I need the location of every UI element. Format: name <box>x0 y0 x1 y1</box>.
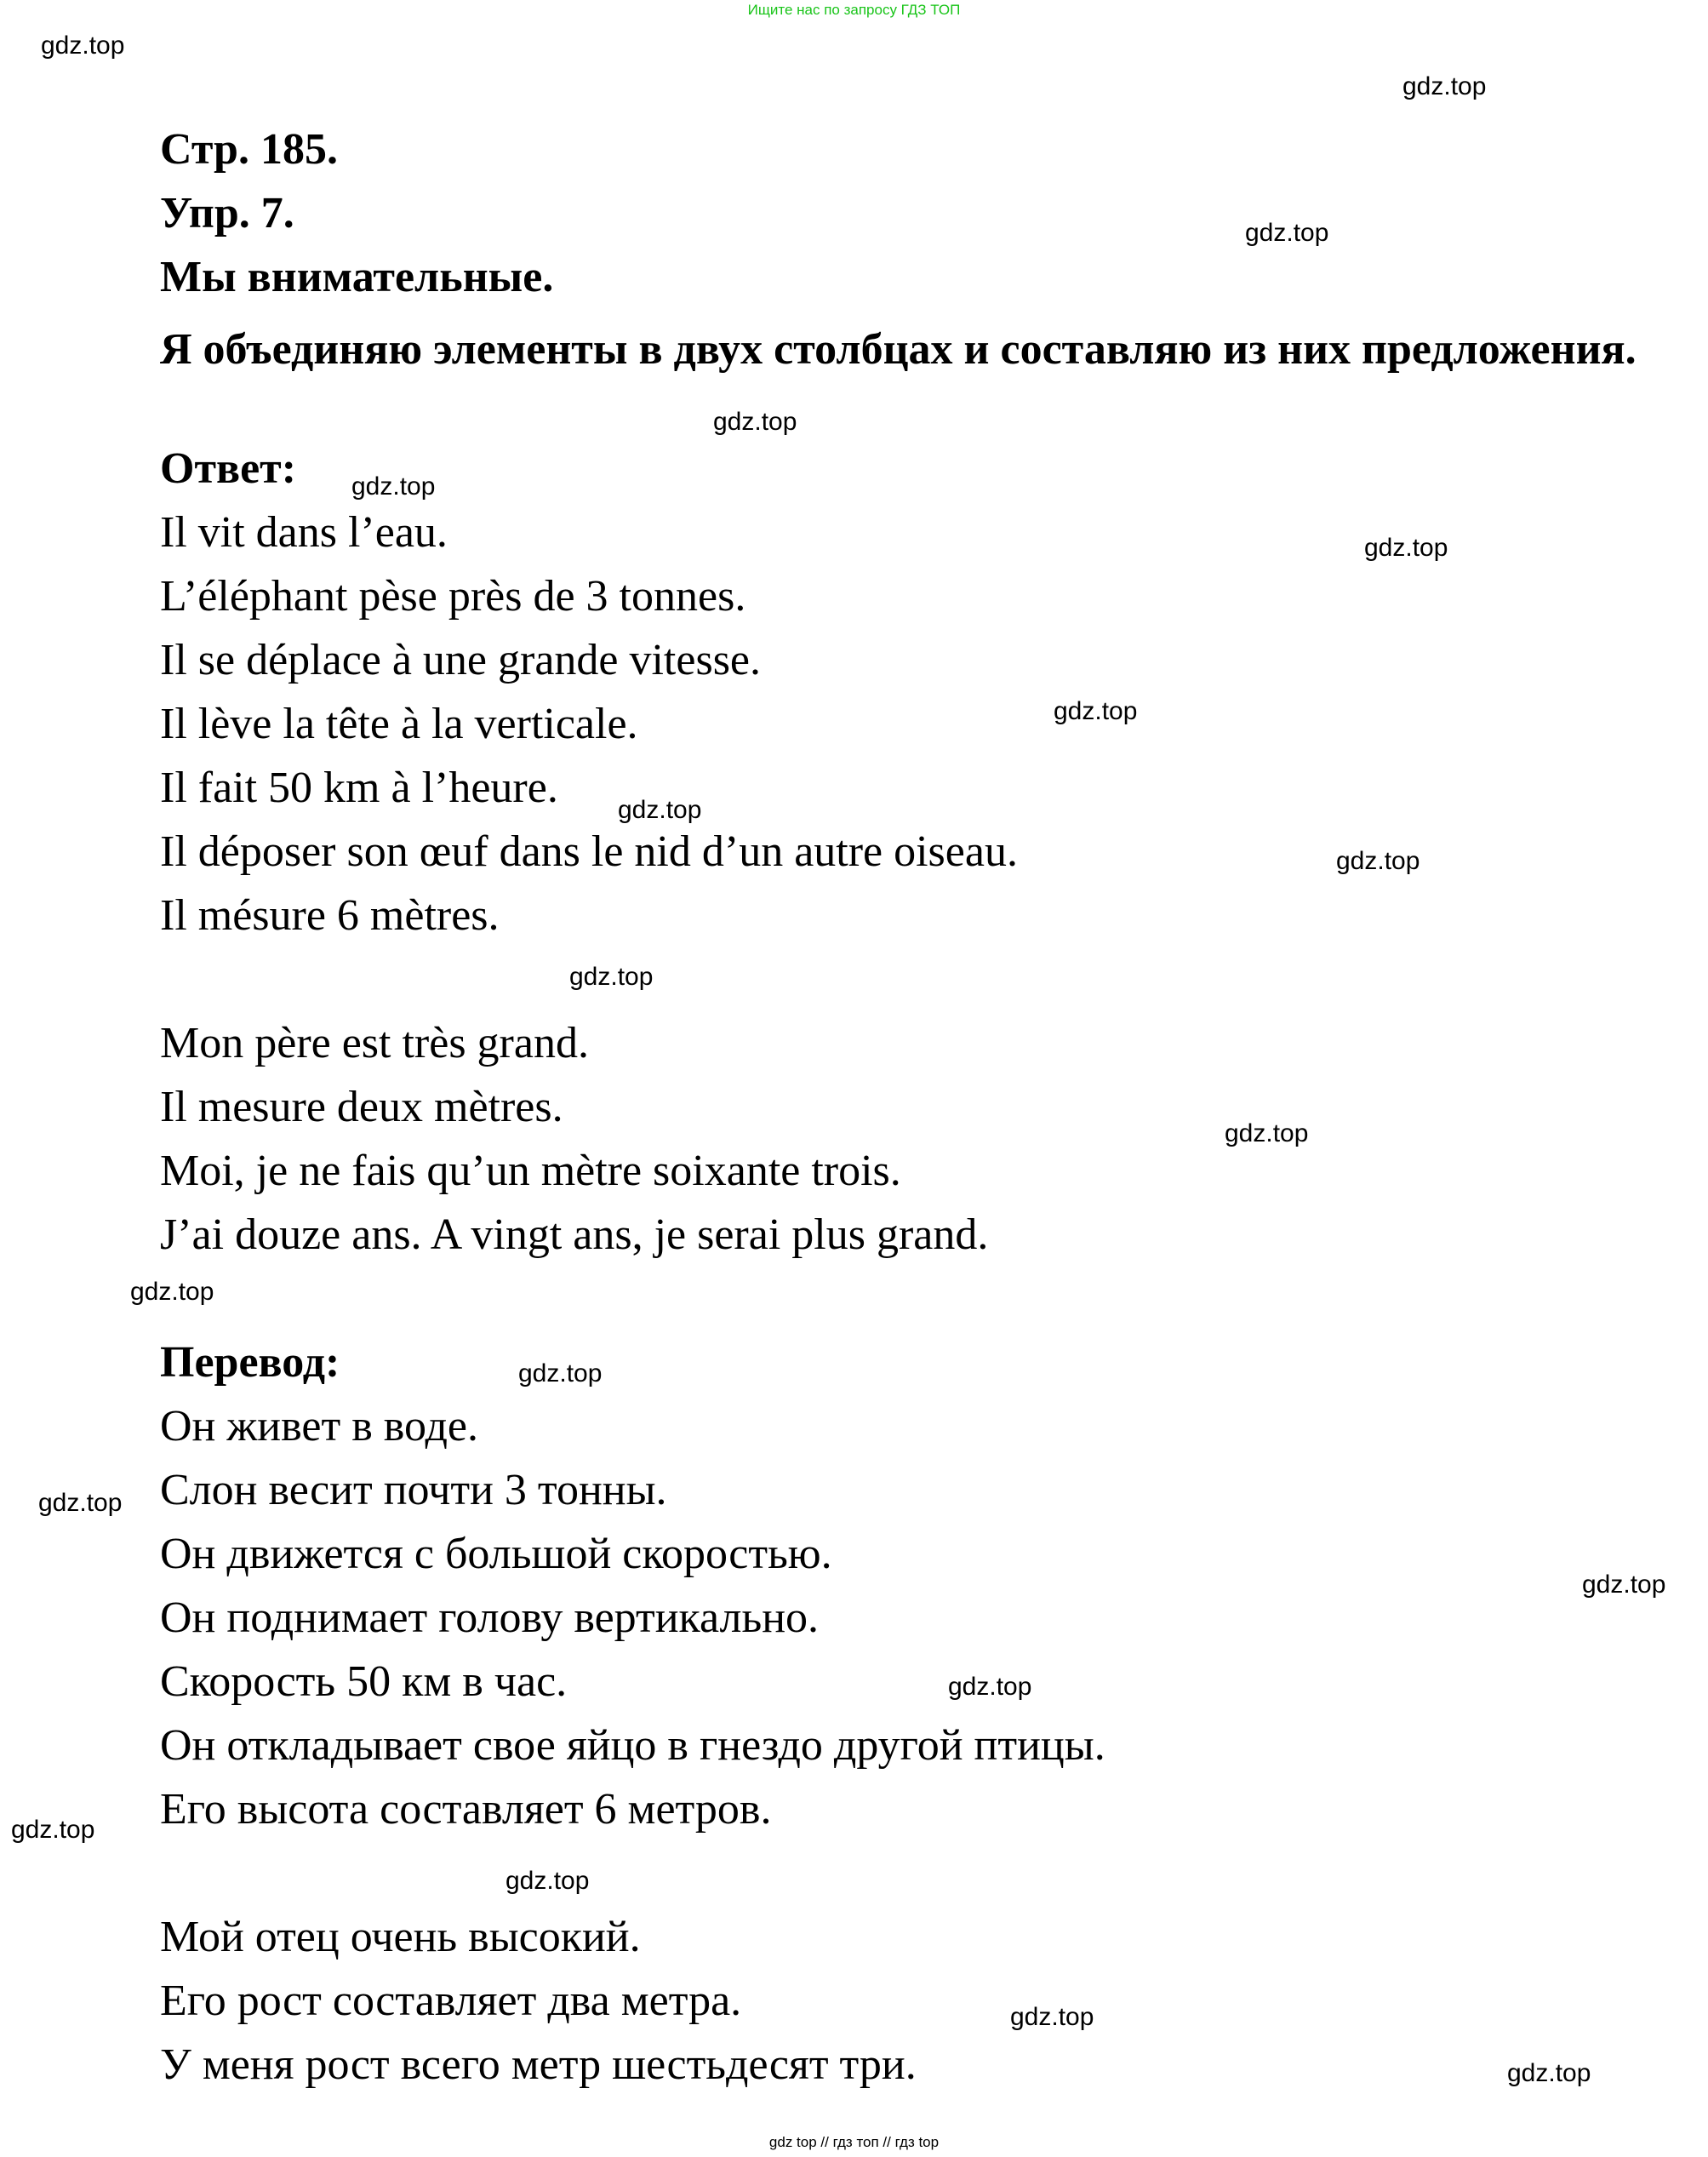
answer-paragraph-line: Il mesure deux mètres. <box>160 1083 563 1131</box>
watermark: gdz.top <box>1336 847 1420 875</box>
watermark: gdz.top <box>618 796 702 824</box>
translation-label: Перевод: <box>160 1338 340 1387</box>
watermark: gdz.top <box>1245 219 1329 247</box>
watermark: gdz.top <box>948 1673 1032 1701</box>
watermark: gdz.top <box>569 963 654 991</box>
watermark: gdz.top <box>1225 1119 1309 1147</box>
translation-line: Он поднимает голову вертикально. <box>160 1593 820 1642</box>
watermark: gdz.top <box>1402 72 1487 100</box>
translation-line: Он движется с большой скоростью. <box>160 1530 832 1578</box>
watermark: gdz.top <box>1010 2003 1094 2031</box>
page-reference: Стр. 185. <box>160 125 338 174</box>
answer-paragraph-line: Mon père est très grand. <box>160 1019 589 1067</box>
answer-line: Il mésure 6 mètres. <box>160 891 500 940</box>
translation-paragraph-line: Его рост составляет два метра. <box>160 1977 742 2025</box>
translation-line: Он откладывает свое яйцо в гнездо другой птицы. <box>160 1721 1105 1770</box>
watermark: gdz.top <box>41 31 125 60</box>
translation-paragraph-line: У меня рост всего метр шестьдесят три. <box>160 2040 917 2089</box>
translation-line: Слон весит почти 3 тонны. <box>160 1466 667 1514</box>
watermark: gdz.top <box>130 1278 214 1306</box>
watermark: gdz.top <box>506 1867 590 1895</box>
watermark: gdz.top <box>1364 534 1448 562</box>
watermark: gdz.top <box>1582 1571 1666 1599</box>
translation-line: Он живет в воде. <box>160 1402 478 1450</box>
answer-line: Il fait 50 km à l’heure. <box>160 764 558 812</box>
answer-line: Il lève la tête à la verticale. <box>160 700 638 748</box>
watermark: gdz.top <box>713 408 797 436</box>
watermark: gdz.top <box>1054 697 1138 725</box>
exercise-number: Упр. 7. <box>160 189 294 237</box>
translation-paragraph-line: Мой отец очень высокий. <box>160 1913 641 1961</box>
answer-line: Il déposer son œuf dans le nid d’un autre oiseau. <box>160 827 1018 876</box>
answer-line: Il vit dans l’eau. <box>160 508 448 557</box>
watermark: gdz.top <box>1507 2059 1591 2087</box>
answer-paragraph-line: Moi, je ne fais qu’un mètre soixante trois. <box>160 1147 901 1195</box>
watermark: gdz.top <box>518 1359 603 1387</box>
answer-line: L’éléphant pèse près de 3 tonnes. <box>160 572 746 621</box>
answer-label: Ответ: <box>160 444 297 493</box>
watermark: gdz.top <box>351 472 436 501</box>
translation-line: Его высота составляет 6 метров. <box>160 1785 772 1834</box>
section-heading: Мы внимательные. <box>160 253 554 301</box>
watermark: gdz.top <box>11 1816 95 1844</box>
answer-line: Il se déplace à une grande vitesse. <box>160 636 762 684</box>
answer-paragraph-line: J’ai douze ans. A vingt ans, je serai plus grand. <box>160 1210 989 1259</box>
watermark: gdz.top <box>38 1489 123 1517</box>
task-instruction: Я объединяю элементы в двух столбцах и составляю из них предложения. <box>160 325 1637 374</box>
translation-line: Скорость 50 км в час. <box>160 1657 568 1706</box>
top-banner: Ищите нас по запросу ГДЗ ТОП <box>747 2 961 18</box>
bottom-banner: gdz top // гдз топ // гдз top <box>768 2134 940 2150</box>
